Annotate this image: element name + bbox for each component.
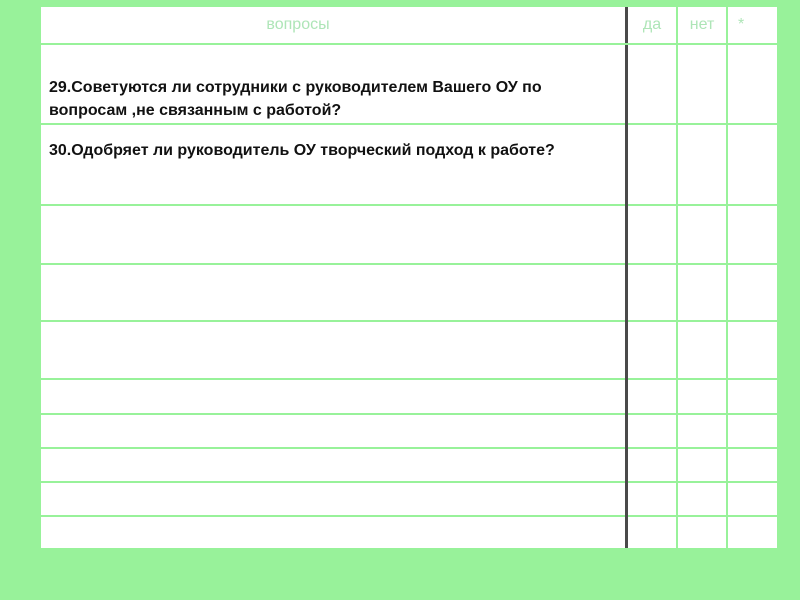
column-divider [625, 45, 628, 548]
row-divider [41, 320, 777, 322]
header-star: * [728, 7, 777, 43]
table-header-row [41, 7, 777, 43]
question-30: 30.Одобряет ли руководитель ОУ творческий подход к работе? [49, 142, 555, 159]
column-divider [726, 45, 728, 548]
table-body [41, 45, 777, 548]
row-divider [41, 204, 777, 206]
header-questions: вопросы [41, 7, 625, 43]
header-column-divider [676, 7, 678, 43]
row-divider [41, 515, 777, 517]
row-divider [41, 413, 777, 415]
header-column-divider [625, 7, 628, 43]
row-divider [41, 481, 777, 483]
row-divider [41, 447, 777, 449]
header-column-divider [726, 7, 728, 43]
row-divider [41, 263, 777, 265]
header-yes: да [628, 7, 676, 43]
header-no: нет [678, 7, 726, 43]
survey-table [41, 7, 777, 548]
row-divider [41, 123, 777, 125]
question-29: 29.Советуются ли сотрудники с руководителем Вашего ОУ по вопросам ,не связанным с работой? [49, 79, 542, 119]
row-divider [41, 378, 777, 380]
column-divider [676, 45, 678, 548]
